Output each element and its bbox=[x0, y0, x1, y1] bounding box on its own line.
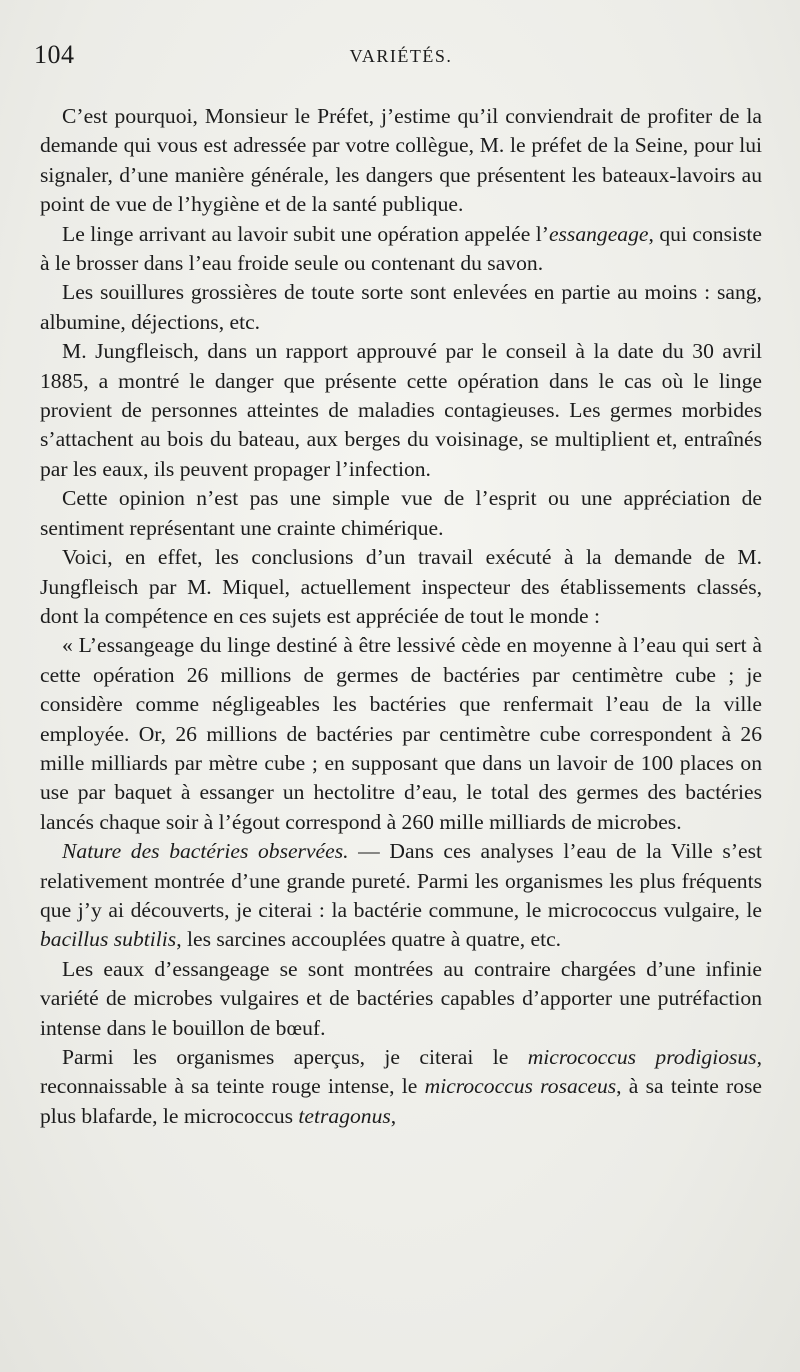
text-run: « L’essangeage du linge destiné à être lessivé cède en moyenne à l’eau qui sert à cette opération 26 millions de germes de bactéries par centimètre cube ; je considère comme négligeables les bactéries que renfermait l’eau de la ville employée. Or, 26 millions de bactéries par centimètre cube correspondent à 26 mille milliards par mètre cube ; en supposant que dans un lavoir de 100 places on use par baquet à essanger un hectolitre d’eau, le total des germes des bactéries lancés chaque soir à l’égout correspond à 260 mille milliards de microbes. bbox=[40, 633, 762, 834]
text-run: Parmi les organismes aperçus, je citerai le bbox=[62, 1045, 528, 1069]
italic-text: bacillus subtilis bbox=[40, 927, 177, 952]
running-title: VARIÉTÉS. bbox=[349, 46, 453, 66]
paragraph bbox=[40, 337, 762, 484]
paragraph bbox=[40, 102, 762, 220]
paragraph bbox=[40, 955, 762, 1043]
text-run: , à sa teinte rose plus blafarde, le micrococcus bbox=[40, 1074, 762, 1128]
text-run: Le linge arrivant au lavoir subit une opération appelée l’ bbox=[62, 221, 549, 246]
text-run: Les souillures grossières de toute sorte sont enlevées en partie au moins : sang, albumine, déjections, etc. bbox=[40, 280, 762, 334]
paragraph bbox=[40, 543, 762, 631]
italic-text: micrococcus rosaceus bbox=[424, 1074, 617, 1099]
page-number: 104 bbox=[34, 40, 75, 69]
italic-text: Nature des bactéries observées. bbox=[62, 839, 349, 864]
text-run: Cette opinion n’est pas une simple vue de l’esprit ou une appréciation de sentiment représentant une crainte chimérique. bbox=[40, 486, 762, 540]
paragraph bbox=[40, 278, 762, 337]
text-run: , reconnaissable à sa teinte rouge intense, le bbox=[40, 1045, 762, 1099]
text-run: , les sarcines accouplées quatre à quatre, etc. bbox=[176, 927, 562, 952]
paragraph bbox=[40, 631, 762, 837]
text-run: , qui consiste à le brosser dans l’eau froide seule ou contenant du savon. bbox=[40, 221, 762, 276]
body-text bbox=[40, 102, 762, 1131]
italic-text: tetragonus bbox=[298, 1103, 391, 1128]
paragraph bbox=[40, 837, 762, 955]
text-run: C’est pourquoi, Monsieur le Préfet, j’estime qu’il conviendrait de profiter de la demande qui vous est adressée par votre collègue, M. le préfet de la Seine, pour lui signaler, d’une manière générale, les dangers que présentent les bateaux-lavoirs au point de vue de l’hygiène et de la santé publique. bbox=[40, 104, 762, 217]
text-run: Les eaux d’essangeage se sont montrées au contraire chargées d’une infinie variété de microbes vulgaires et de bactéries capables d’apporter une putréfaction intense dans le bouillon de bœuf. bbox=[40, 956, 762, 1040]
paragraph bbox=[40, 1043, 762, 1131]
paragraph bbox=[40, 220, 762, 279]
italic-text: micrococcus prodigiosus bbox=[527, 1045, 757, 1069]
text-run: — Dans ces analyses l’eau de la Ville s’est relativement montrée d’une grande pureté. Parmi les organismes les plus fréquents que j’y ai découverts, je citerai : la bactérie commune, le micrococcus vulgaire, le bbox=[40, 839, 762, 922]
text-run: Voici, en effet, les conclusions d’un travail exécuté à la demande de M. Jungfleisch par M. Miquel, actuellement inspecteur des établissements classés, dont la compétence en ces sujets est appréciée de tout le monde : bbox=[40, 545, 762, 628]
page-header bbox=[34, 30, 762, 70]
text-run: M. Jungfleisch, dans un rapport approuvé par le conseil à la date du 30 avril 1885, a montré le danger que présente cette opération dans le cas où le linge provient de personnes atteintes de maladies contagieuses. Les germes morbides s’attachent au bois du bateau, aux berges du voisinage, se multiplient et, entraînés par les eaux, ils peuvent propager l’infection. bbox=[40, 339, 762, 481]
paragraph bbox=[40, 484, 762, 543]
italic-text: essangeage bbox=[548, 221, 649, 246]
text-run: , bbox=[390, 1103, 397, 1128]
